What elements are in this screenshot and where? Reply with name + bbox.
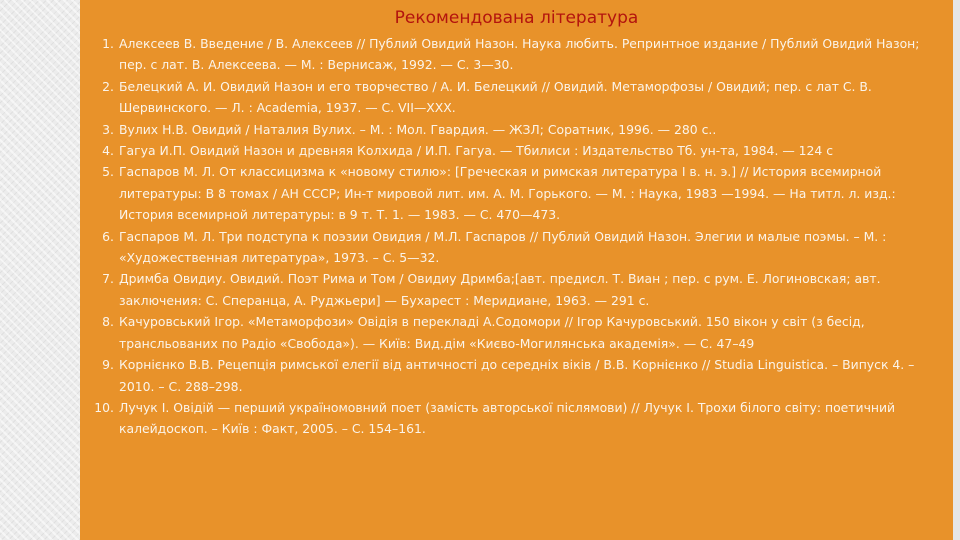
reference-item <box>84 354 950 397</box>
reference-text: Вулих Н.В. Овидий / Наталия Вулих. – М. : Мол. Гвардия. — ЖЗЛ; Соратник, 1996. — 280 с.. <box>119 121 717 137</box>
reference-text: Корнієнко В.В. Рецепція римської елегії від античності до середніх віків / В.В. Корнієнко // Studia Linguistica. – Випуск 4. – 2010. – С. 288–298. <box>119 357 915 394</box>
decorative-right-band <box>953 0 960 540</box>
slide-title: Рекомендована література <box>394 8 639 28</box>
reference-text: Гагуа И.П. Овидий Назон и древняя Колхида / И.П. Гагуа. — Тбилиси : Издательство Тб. ун-та, 1984. — 124 с <box>119 143 834 159</box>
reference-item <box>84 268 950 311</box>
reference-text: Качуровський Ігор. «Метаморфози» Овідія в перекладі А.Содомори // Ігор Качуровський. 150 вікон у світ (з бесід, трансльованих по Радіо «Свобода»). — Київ: Вид.дім «Києво-Могилянська академія». — С. 47–49 <box>119 314 865 351</box>
reference-number: 2. <box>102 78 114 94</box>
reference-item <box>84 311 950 354</box>
slide-content <box>80 0 953 540</box>
reference-number: 4. <box>102 143 114 159</box>
reference-text: Белецкий А. И. Овидий Назон и его творчество / А. И. Белецкий // Овидий. Метаморфозы / Овидий; пер. с лат С. В. Шервинского. — Л. : Academia, 1937. — С. VII—XXX. <box>119 78 872 116</box>
reference-item <box>84 76 950 119</box>
reference-text: Лучук І. Овідій — перший україномовний поет (замість авторської післямови) // Лучук І. Трохи білого світу: поетичний калейдоскоп. – Київ : Факт, 2005. – С. 154–161. <box>119 399 896 437</box>
reference-number: 5. <box>102 164 114 180</box>
reference-number: 6. <box>102 228 114 244</box>
reference-number: 9. <box>102 357 114 373</box>
reference-item <box>84 226 950 269</box>
reference-item <box>84 119 950 140</box>
reference-number: 1. <box>102 36 114 51</box>
reference-item <box>84 397 950 440</box>
reference-list <box>84 33 950 440</box>
reference-number: 3. <box>102 121 114 137</box>
reference-item <box>84 161 950 225</box>
reference-number: 7. <box>102 271 114 287</box>
reference-text: Гаспаров М. Л. От классицизма к «новому стилю»: [Греческая и римская литература I в. н. э.] // История всемирной литературы: В 8 томах / АН СССР; Ин-т мировой лит. им. А. М. Горького. — М. : Наука, 1983 —1994. — На титл. л. изд.: История всемирной литературы: в 9 т. Т. 1. — 1983. — С. 470—473. <box>119 164 896 223</box>
reference-text: Гаспаров М. Л. Три подступа к поэзии Овидия / М.Л. Гаспаров // Публий Овидий Назон. Элегии и малые поэмы. – М. : «Художественная литература», 1973. – С. 5—32. <box>119 228 887 266</box>
reference-text: Алексеев В. Введение / В. Алексеев // Публий Овидий Назон. Наука любить. Репринтное издание / Публий Овидий Назон; пер. с лат. В. Алексеева. — М. : Вернисаж, 1992. — С. 3—30. <box>119 36 920 73</box>
reference-number: 8. <box>102 314 114 330</box>
reference-number: 10. <box>94 399 114 415</box>
reference-item <box>84 140 950 161</box>
reference-item <box>84 33 950 76</box>
reference-text: Дримба Овидиу. Овидий. Поэт Рима и Том / Овидиу Дримба;[авт. предисл. Т. Виан ; пер. с рум. Е. Логиновская; авт. заключения: С. Сперанца, А. Руджьери] — Бухарест : Меридиане, 1963. — 291 с. <box>119 271 881 308</box>
decorative-left-band <box>0 0 80 540</box>
